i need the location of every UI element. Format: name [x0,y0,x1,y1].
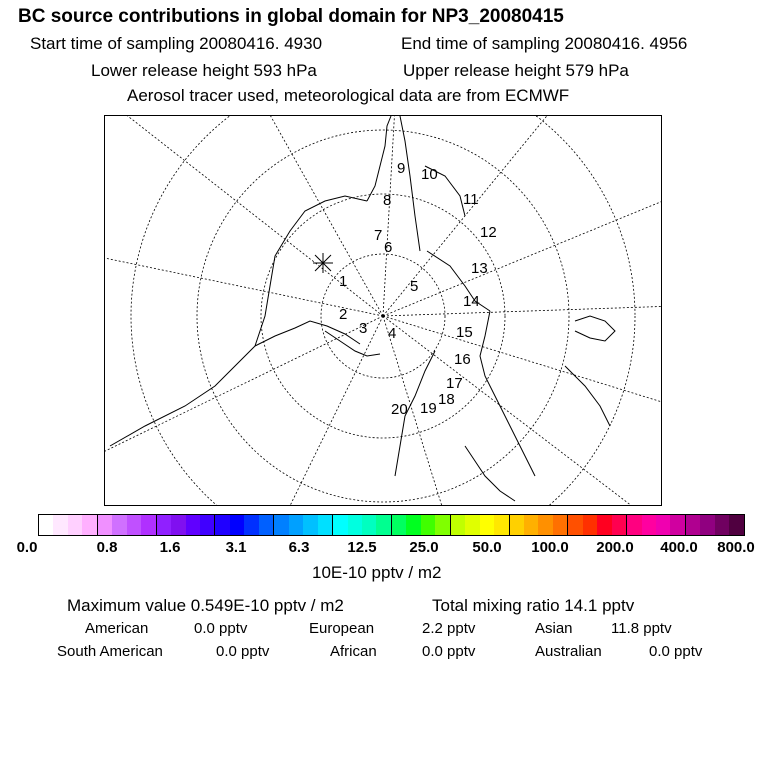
african-value: 0.0 pptv [422,643,476,660]
colorbar-cell [141,515,155,535]
colorbar-cell [700,515,714,535]
colorbar-cell [391,515,406,535]
trajectory-point-label: 17 [446,375,463,392]
trajectory-point-label: 8 [383,192,392,209]
colorbar-cell [376,515,390,535]
colorbar-cell [332,515,347,535]
trajectory-point-label: 6 [384,239,393,256]
colorbar-cell [406,515,420,535]
colorbar-tick-label: 12.5 [347,539,377,556]
south-american-value: 0.0 pptv [216,643,270,660]
american-label: American [85,620,149,637]
meridian-line [285,316,383,506]
lower-release-label: Lower release height 593 hPa [91,61,317,80]
max-value-label: Maximum value 0.549E-10 pptv / m2 [67,596,344,615]
european-value: 2.2 pptv [422,620,476,637]
start-time-label: Start time of sampling 20080416. 4930 [30,34,323,53]
trajectory-point-label: 18 [438,391,455,408]
europe-south-coast [565,366,610,426]
trajectory-point-label: 12 [480,224,497,241]
colorbar-tick-label: 0.8 [96,539,118,556]
asian-label: Asian [535,620,573,637]
colorbar-cell [583,515,597,535]
colorbar-cell [715,515,729,535]
trajectory-point-label: 19 [420,400,437,417]
colorbar-cell [230,515,244,535]
upper-release-label: Upper release height 579 hPa [403,61,629,80]
trajectory-point-label: 20 [391,401,408,418]
colorbar-tick-label: 50.0 [472,539,502,556]
colorbar-tick-label: 6.3 [288,539,310,556]
greenland-east-coast [400,116,420,251]
trajectory-point-label: 2 [339,306,348,323]
colorbar-cell [200,515,214,535]
trajectory-point-label: 1 [339,273,348,290]
colorbar-cell [112,515,126,535]
trajectory-point-label: 11 [463,191,479,208]
colorbar-cell [303,515,317,535]
colorbar-cell [553,515,567,535]
trajectory-point-label: 5 [410,278,419,295]
trajectory-point-label: 3 [359,320,368,337]
colorbar-cell [97,515,112,535]
colorbar-cell [127,515,141,535]
colorbar-cell [82,515,96,535]
meridian-line [105,316,383,456]
european-label: European [309,620,375,637]
meridian-line [383,196,662,316]
map-graticule [105,116,662,506]
trajectory-point-label: 9 [397,160,406,177]
total-mixing-label: Total mixing ratio 14.1 pptv [432,596,635,615]
colorbar-cell [494,515,508,535]
end-time-label: End time of sampling 20080416. 4956 [401,34,688,53]
colorbar-cell [39,515,53,535]
colorbar-tick-label: 200.0 [596,539,634,556]
meridian-line [265,116,383,316]
map-canvas [105,116,662,506]
colorbar-cell [171,515,185,535]
colorbar-tick-label: 0.0 [16,539,38,556]
colorbar-tick-label: 400.0 [660,539,698,556]
asia-coast [465,446,515,501]
meridian-line [383,116,555,316]
arctic-archipelago-coast [255,321,360,346]
colorbar-cell [642,515,656,535]
colorbar-cell [685,515,700,535]
colorbar-cell [362,515,376,535]
south-american-label: South American [57,643,163,660]
colorbar-cell [509,515,524,535]
colorbar-cell [214,515,229,535]
polar-map [104,115,662,506]
trajectory-point-label: 16 [454,351,471,368]
colorbar-cell [186,515,200,535]
meridian-line [383,306,662,316]
colorbar-cell [68,515,82,535]
colorbar-cell [729,515,743,535]
trajectory-point-label: 10 [421,166,438,183]
colorbar-cell [597,515,611,535]
african-label: African [330,643,377,660]
american-value: 0.0 pptv [194,620,248,637]
colorbar-tick-label: 3.1 [225,539,247,556]
colorbar-cell [244,515,258,535]
colorbar-tick-label: 800.0 [717,539,755,556]
island-coast [575,316,615,341]
colorbar-cell [156,515,171,535]
colorbar [38,514,745,536]
trajectory-point-label: 14 [463,293,480,310]
australian-label: Australian [535,643,602,660]
colorbar-cell [524,515,538,535]
colorbar-cell [538,515,552,535]
colorbar-cell [450,515,465,535]
trajectory-point-label: 13 [471,260,488,277]
colorbar-tick-label: 25.0 [409,539,439,556]
colorbar-cell [567,515,582,535]
siberia-coast [325,331,380,356]
greenland-west-coast [367,116,391,201]
colorbar-cell [348,515,362,535]
trajectory-point-label: 4 [388,325,397,342]
colorbar-tick-label: 100.0 [531,539,569,556]
colorbar-cell [612,515,626,535]
colorbar-cell [421,515,435,535]
release-location-marker [313,253,333,273]
colorbar-cell [626,515,641,535]
coastlines [110,116,615,501]
tracer-label: Aerosol tracer used, meteorological data are from ECMWF [127,86,570,105]
meridian-line [383,316,662,406]
colorbar-cell [670,515,684,535]
colorbar-cell [273,515,288,535]
colorbar-cell [435,515,449,535]
colorbar-cell [289,515,303,535]
trajectory-point-label: 15 [456,324,473,341]
trajectory-point-label: 7 [374,227,383,244]
colorbar-cell [53,515,67,535]
colorbar-cell [465,515,479,535]
asian-value: 11.8 pptv [611,620,672,637]
plot-title: BC source contributions in global domain for NP3_20080415 [18,6,564,27]
colorbar-cell [259,515,273,535]
colorbar-tick-label: 1.6 [159,539,181,556]
colorbar-cell [656,515,670,535]
colorbar-cell [318,515,332,535]
colorbar-cell [480,515,494,535]
australian-value: 0.0 pptv [649,643,703,660]
colorbar-unit: 10E-10 pptv / m2 [312,563,442,582]
europe-coast [480,311,535,476]
